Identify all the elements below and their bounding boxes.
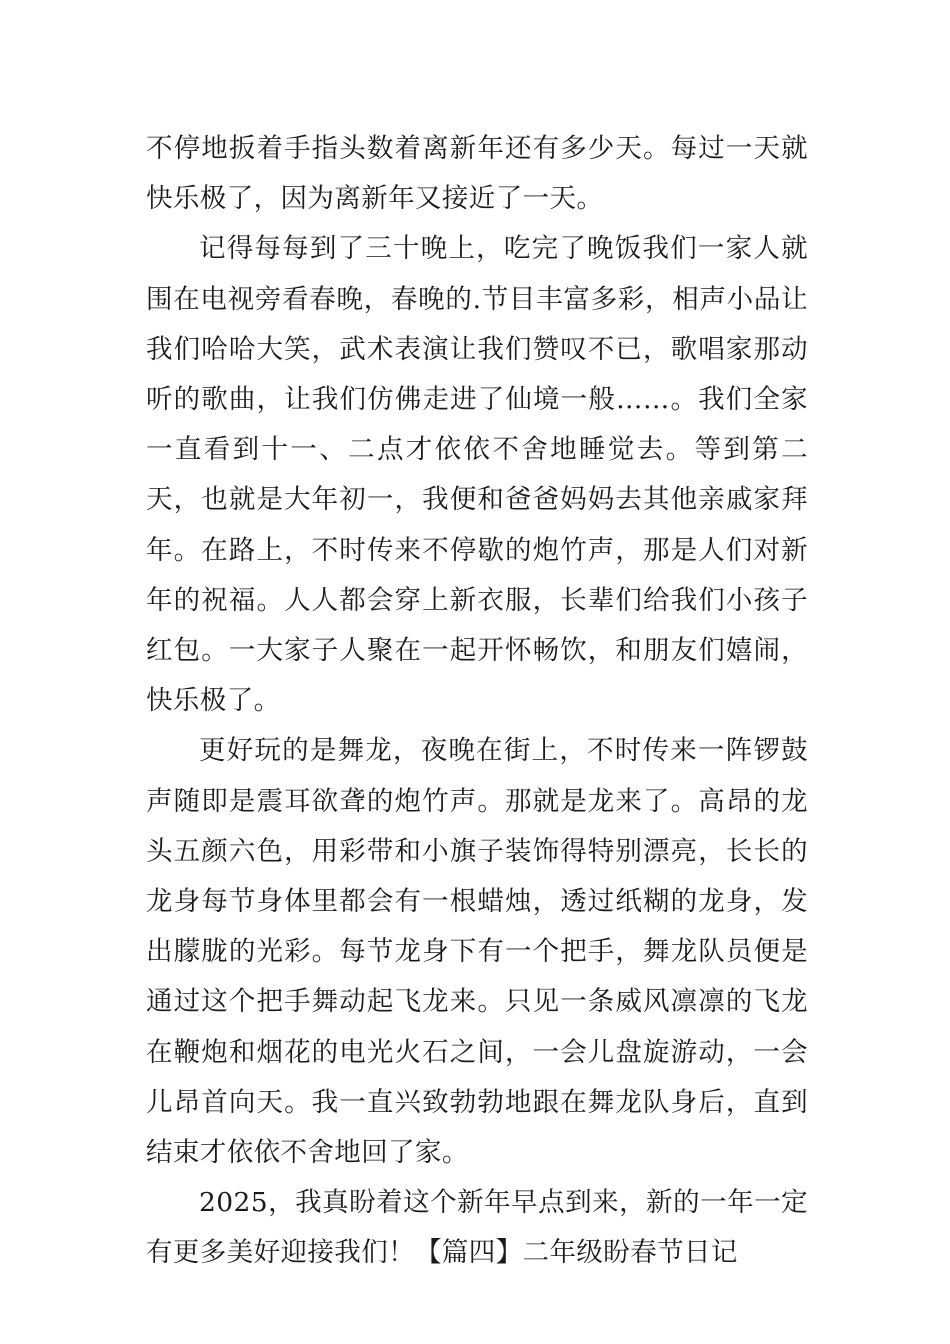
paragraph-4: 2025，我真盼着这个新年早点到来，新的一年一定有更多美好迎接我们！【篇四】二年级盼春节日记 <box>146 1187 808 1269</box>
document-body <box>146 124 808 1279</box>
paragraph-3: 更好玩的是舞龙，夜晚在街上，不时传来一阵锣鼓声随即是震耳欲聋的炮竹声。那就是龙来了。高昂的龙头五颜六色，用彩带和小旗子装饰得特别漂亮，长长的龙身每节身体里都会有一根蜡烛，透过纸糊的龙身，发出朦胧的光彩。每节龙身下有一个把手，舞龙队员便是通过这个把手舞动起飞龙来。只见一条威风凛凛的飞龙在鞭炮和烟花的电光火石之间，一会儿盘旋游动，一会儿昂首向天。我一直兴致勃勃地跟在舞龙队身后，直到结束才依依不舍地回了家。 <box>146 735 808 1169</box>
paragraph-2: 记得每每到了三十晚上，吃完了晚饭我们一家人就围在电视旁看春晚，春晚的.节目丰富多彩，相声小品让我们哈哈大笑，武术表演让我们赞叹不已，歌唱家那动听的歌曲，让我们仿佛走进了仙境一般……。我们全家一直看到十一、二点才依依不舍地睡觉去。等到第二天，也就是大年初一，我便和爸爸妈妈去其他亲戚家拜年。在路上，不时传来不停歇的炮竹声，那是人们对新年的祝福。人人都会穿上新衣服，长辈们给我们小孩子红包。一大家子人聚在一起开怀畅饮，和朋友们嬉闹，快乐极了。 <box>146 233 808 717</box>
paragraph-1: 不停地扳着手指头数着离新年还有多少天。每过一天就快乐极了，因为离新年又接近了一天。 <box>146 133 808 215</box>
